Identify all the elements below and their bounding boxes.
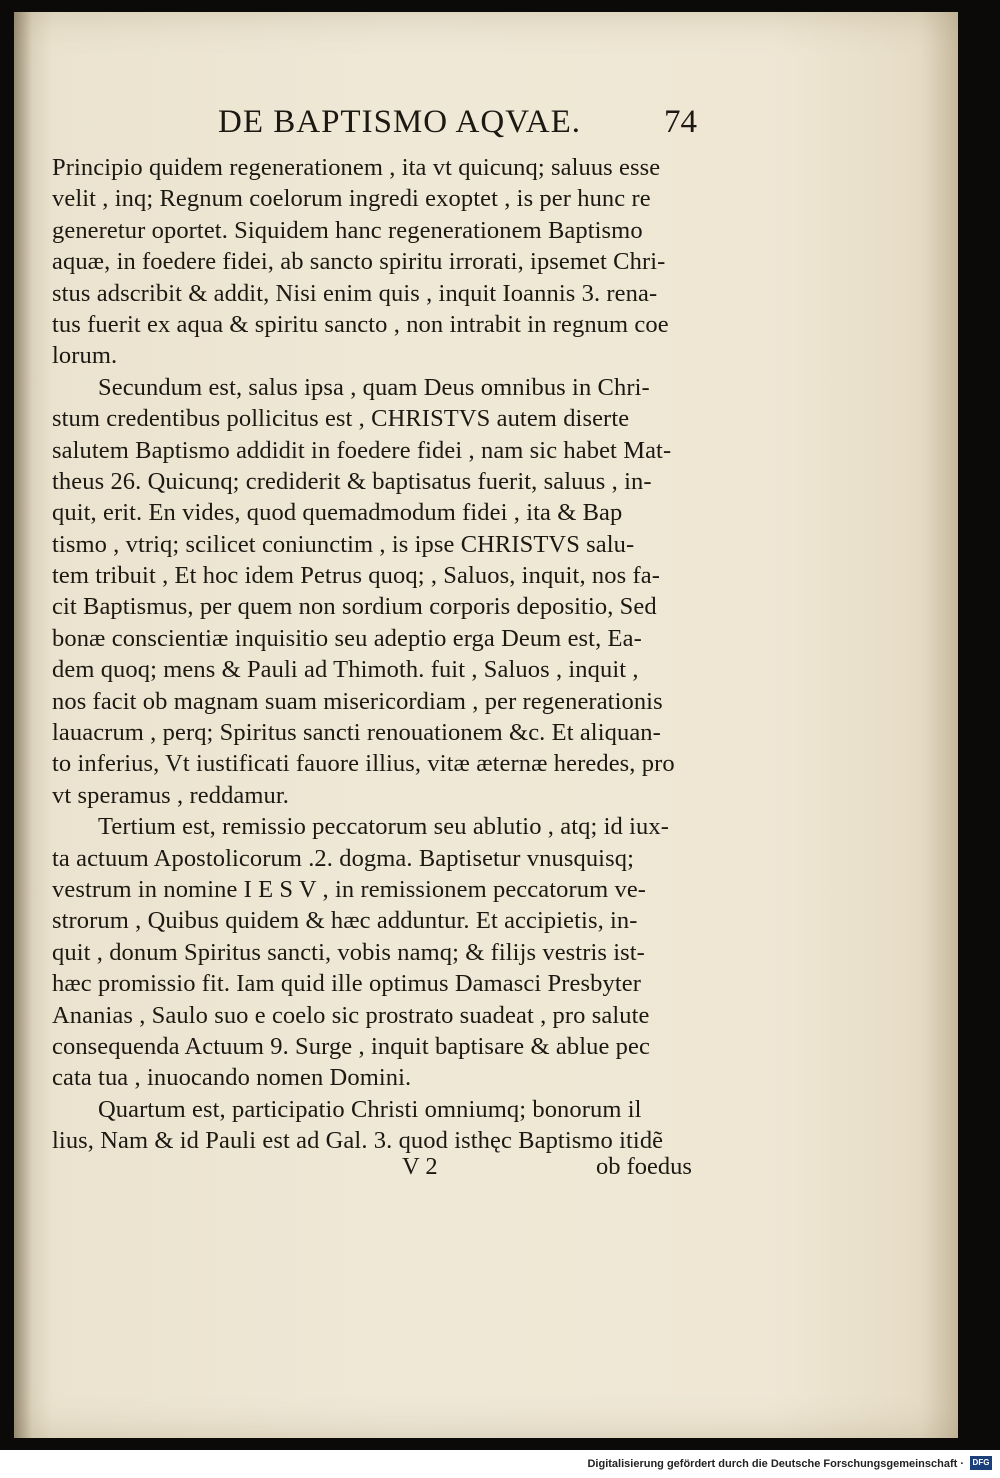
text-line: Principio quidem regenerationem , ita vt quicunq; saluus esse <box>52 154 661 181</box>
text-line: to inferius, Vt iustificati fauore illius, vitæ æternæ heredes, pro <box>52 750 675 778</box>
text-line: Ananias , Saulo suo e coelo sic prostrato suadeat , pro salute <box>52 1001 650 1029</box>
paragraph-start-line: Secundum est, salus ipsa , quam Deus omnibus in Chri- <box>98 373 650 401</box>
paragraph-start-line: Quartum est, participatio Christi omniumq; bonorum il <box>98 1095 642 1123</box>
text-line: quit , donum Spiritus sancti, vobis namq; & filijs vestris ist- <box>52 938 645 966</box>
credit-bar <box>0 1450 1000 1478</box>
text-line: consequenda Actuum 9. Surge , inquit baptisare & ablue pec <box>52 1032 650 1060</box>
dfg-logo-icon: DFG <box>970 1456 992 1470</box>
text-line: salutem Baptismo addidit in foedere fidei , nam sic habet Mat- <box>52 436 672 464</box>
page-gutter-shadow <box>14 12 32 1438</box>
text-line: strorum , Quibus quidem & hæc adduntur. Et accipietis, in- <box>52 907 638 935</box>
text-line: stum credentibus pollicitus est , CHRISTVS autem diserte <box>52 405 630 433</box>
text-line: stus adscribit & addit, Nisi enim quis , inquit Ioannis 3. rena- <box>52 279 658 307</box>
text-line: bonæ conscientiæ inquisitio seu adeptio erga Deum est, Ea- <box>52 624 642 652</box>
body-text <box>52 152 712 1157</box>
text-line: vt speramus , reddamur. <box>52 781 290 809</box>
text-line: quit, erit. En vides, quod quemadmodum fidei , ita & Bap <box>52 499 623 527</box>
text-line: lius, Nam & id Pauli est ad Gal. 3. quod isthęc Baptismo itidẽ <box>52 1127 664 1155</box>
text-line: tus fuerit ex aqua & spiritu sancto , non intrabit in regnum coe <box>52 310 669 338</box>
text-line: tismo , vtriq; scilicet coniunctim , is ipse CHRISTVS salu- <box>52 530 635 558</box>
text-line: aquæ, in foedere fidei, ab sancto spiritu irrorati, ipsemet Chri- <box>52 248 666 276</box>
text-line: lauacrum , perq; Spiritus sancti renouationem &c. Et aliquan- <box>52 719 661 747</box>
running-title: DE BAPTISMO AQVAE. <box>218 104 582 140</box>
text-line: tem tribuit , Et hoc idem Petrus quoq; , Saluos, inquit, nos fa- <box>52 562 660 590</box>
signature-mark: V 2 <box>402 1153 438 1180</box>
credit-text: Digitalisierung gefördert durch die Deutsche Forschungsgemeinschaft · <box>587 1458 964 1470</box>
paragraph-start-line: Tertium est, remissio peccatorum seu ablutio , atq; id iux- <box>98 813 669 841</box>
text-line: generetur oportet. Siquidem hanc regenerationem Baptismo <box>52 216 643 244</box>
text-line: vestrum in nomine I E S V , in remissionem peccatorum ve- <box>52 875 647 903</box>
page-number: 74 <box>664 104 697 140</box>
text-line: ta actuum Apostolicorum .2. dogma. Baptisetur vnusquisq; <box>52 844 634 872</box>
text-line: velit , inq; Regnum coelorum ingredi exoptet , is per hunc re <box>52 185 651 213</box>
text-line: dem quoq; mens & Pauli ad Thimoth. fuit , Saluos , inquit , <box>52 656 639 684</box>
text-line: nos facit ob magnam suam misericordiam , per regenerationis <box>52 687 663 715</box>
text-line: cit Baptismus, per quem non sordium corporis depositio, Sed <box>52 593 657 621</box>
text-line: theus 26. Quicunq; crediderit & baptisatus fuerit, saluus , in- <box>52 467 652 495</box>
text-line: cata tua , inuocando nomen Domini. <box>52 1064 412 1092</box>
catchword: ob foedus <box>596 1153 692 1180</box>
text-line: lorum. <box>52 342 118 370</box>
text-line: hæc promissio fit. Iam quid ille optimus Damasci Presbyter <box>52 970 641 998</box>
